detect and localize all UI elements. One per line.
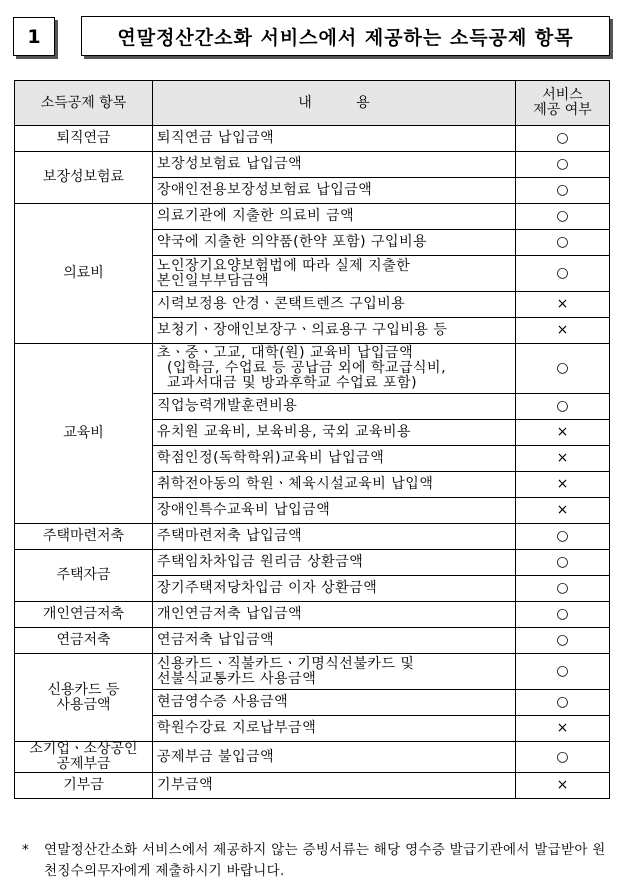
footnote-star: * (22, 842, 30, 858)
service-mark: ○ (516, 742, 610, 773)
service-mark: ○ (516, 550, 610, 576)
item-text: 유치원 교육비, 보육비용, 국외 교육비용 (157, 424, 412, 440)
category-cell (15, 628, 153, 654)
table-row (15, 204, 610, 230)
item-cell (153, 773, 516, 799)
category-cell (15, 602, 153, 628)
item-text-line2: 본인일부부담금액 (157, 272, 270, 289)
item-cell (153, 716, 516, 742)
item-text: 학원수강료 지로납부금액 (157, 720, 317, 736)
category-cell (15, 742, 153, 773)
service-mark: ○ (516, 256, 610, 292)
item-cell (153, 152, 516, 178)
service-mark: × (516, 472, 610, 498)
header-service (516, 81, 610, 126)
service-mark: ○ (516, 152, 610, 178)
item-cell (153, 498, 516, 524)
service-mark: ○ (516, 628, 610, 654)
table-row (15, 126, 610, 152)
service-mark: ○ (516, 394, 610, 420)
item-text-line3: 교과서대금 및 방과후학교 수업료 포함) (167, 375, 418, 391)
item-cell (153, 230, 516, 256)
category-cell (15, 524, 153, 550)
service-mark: × (516, 446, 610, 472)
category-cell (15, 344, 153, 524)
service-mark: ○ (516, 654, 610, 690)
item-text: 장애인전용보장성보험료 납입금액 (157, 182, 373, 198)
category-cell (15, 126, 153, 152)
category-cell (15, 773, 153, 799)
item-text: 시력보정용 안경ㆍ콘택트렌즈 구입비용 (157, 296, 406, 312)
item-cell (153, 550, 516, 576)
category-label: 신용카드 등 (47, 681, 120, 698)
service-mark: × (516, 292, 610, 318)
item-cell (153, 690, 516, 716)
service-mark: ○ (516, 690, 610, 716)
header-service-line1: 서비스 (542, 87, 583, 103)
category-label: 교육비 (63, 425, 104, 441)
service-mark: ○ (516, 126, 610, 152)
item-text-line2: 선불식교통카드 사용금액 (157, 670, 317, 687)
item-text: 신용카드ㆍ직불카드ㆍ기명식선불카드 및 (157, 655, 415, 672)
table-header-row (15, 81, 610, 126)
category-label: 기부금 (63, 777, 104, 793)
item-text: 직업능력개발훈련비용 (157, 398, 298, 414)
header-service-line2: 제공 여부 (533, 102, 592, 118)
category-cell (15, 550, 153, 602)
item-cell (153, 654, 516, 690)
item-text: 주택임차차입금 원리금 상환금액 (157, 554, 364, 570)
service-mark: ○ (516, 178, 610, 204)
category-cell (15, 204, 153, 344)
table-row (15, 773, 610, 799)
item-text: 장기주택저당차입금 이자 상환금액 (157, 580, 378, 596)
item-text: 기부금액 (157, 777, 214, 793)
category-label: 개인연금저축 (42, 606, 125, 622)
item-cell (153, 446, 516, 472)
item-text: 장애인특수교육비 납입금액 (157, 502, 331, 518)
item-text: 현금영수증 사용금액 (157, 694, 289, 710)
category-label-line2: 사용금액 (56, 696, 111, 713)
table-row (15, 742, 610, 773)
footnote-text: 연말정산간소화 서비스에서 제공하지 않는 증빙서류는 해당 영수증 발급기관에서 발급받아 원천징수의무자에게 제출하시기 바랍니다. (44, 842, 606, 879)
item-cell (153, 292, 516, 318)
table-row (15, 550, 610, 576)
item-cell (153, 524, 516, 550)
service-mark: ○ (516, 204, 610, 230)
table-row (15, 602, 610, 628)
table-row (15, 524, 610, 550)
service-mark: × (516, 318, 610, 344)
item-text: 학점인정(독학학위)교육비 납입금액 (157, 450, 385, 466)
service-mark: × (516, 420, 610, 446)
item-cell (153, 318, 516, 344)
item-text: 주택마련저축 납입금액 (157, 528, 303, 544)
item-text: 연금저축 납입금액 (157, 632, 275, 648)
item-cell (153, 742, 516, 773)
item-text-line2: (입학금, 수업료 등 공납금 외에 학교급식비, (167, 360, 447, 376)
category-label: 보장성보험료 (42, 169, 125, 185)
service-mark: ○ (516, 576, 610, 602)
table-row (15, 152, 610, 178)
item-cell (153, 576, 516, 602)
item-cell (153, 126, 516, 152)
item-text: 보장성보험료 납입금액 (157, 156, 303, 172)
item-cell (153, 602, 516, 628)
category-label: 의료비 (63, 265, 104, 281)
item-text: 공제부금 불입금액 (157, 748, 275, 765)
header-content: 내 용 (153, 81, 516, 126)
section-number: 1 (13, 17, 55, 56)
service-mark: × (516, 773, 610, 799)
category-label: 소기업ㆍ소상공인 (29, 741, 138, 757)
service-mark: × (516, 716, 610, 742)
item-cell (153, 178, 516, 204)
item-text: 취학전아동의 학원ㆍ체육시설교육비 납입액 (157, 476, 434, 492)
category-cell (15, 152, 153, 204)
deduction-table (14, 80, 610, 799)
item-cell (153, 420, 516, 446)
item-text: 퇴직연금 납입금액 (157, 130, 275, 146)
service-mark: ○ (516, 602, 610, 628)
item-text: 약국에 지출한 의약품(한약 포함) 구입비용 (157, 234, 428, 250)
table-row (15, 628, 610, 654)
item-cell (153, 204, 516, 230)
item-cell (153, 628, 516, 654)
category-label: 주택마련저축 (42, 528, 125, 544)
item-text: 보청기ㆍ장애인보장구ㆍ의료용구 구입비용 등 (157, 322, 448, 338)
item-text: 개인연금저축 납입금액 (157, 606, 303, 622)
item-cell (153, 256, 516, 292)
table-row (15, 344, 610, 394)
category-label: 연금저축 (56, 632, 111, 648)
service-mark: ○ (516, 344, 610, 394)
table-body (15, 126, 610, 799)
category-cell (15, 654, 153, 742)
service-mark: ○ (516, 524, 610, 550)
category-label: 퇴직연금 (56, 130, 111, 146)
header-category: 소득공제 항목 (15, 81, 153, 126)
footnote (22, 840, 617, 882)
item-cell (153, 344, 516, 394)
item-text: 초ㆍ중ㆍ고교, 대학(원) 교육비 납입금액 (157, 345, 414, 361)
section-title: 연말정산간소화 서비스에서 제공하는 소득공제 항목 (81, 16, 610, 56)
item-cell (153, 472, 516, 498)
item-text: 의료기관에 지출한 의료비 금액 (157, 208, 355, 224)
category-label: 주택자금 (56, 567, 111, 583)
table-row (15, 654, 610, 690)
item-cell (153, 394, 516, 420)
service-mark: × (516, 498, 610, 524)
category-label-line2: 공제부금 (56, 756, 111, 772)
item-text: 노인장기요양보험법에 따라 실제 지출한 (157, 257, 411, 274)
service-mark: ○ (516, 230, 610, 256)
